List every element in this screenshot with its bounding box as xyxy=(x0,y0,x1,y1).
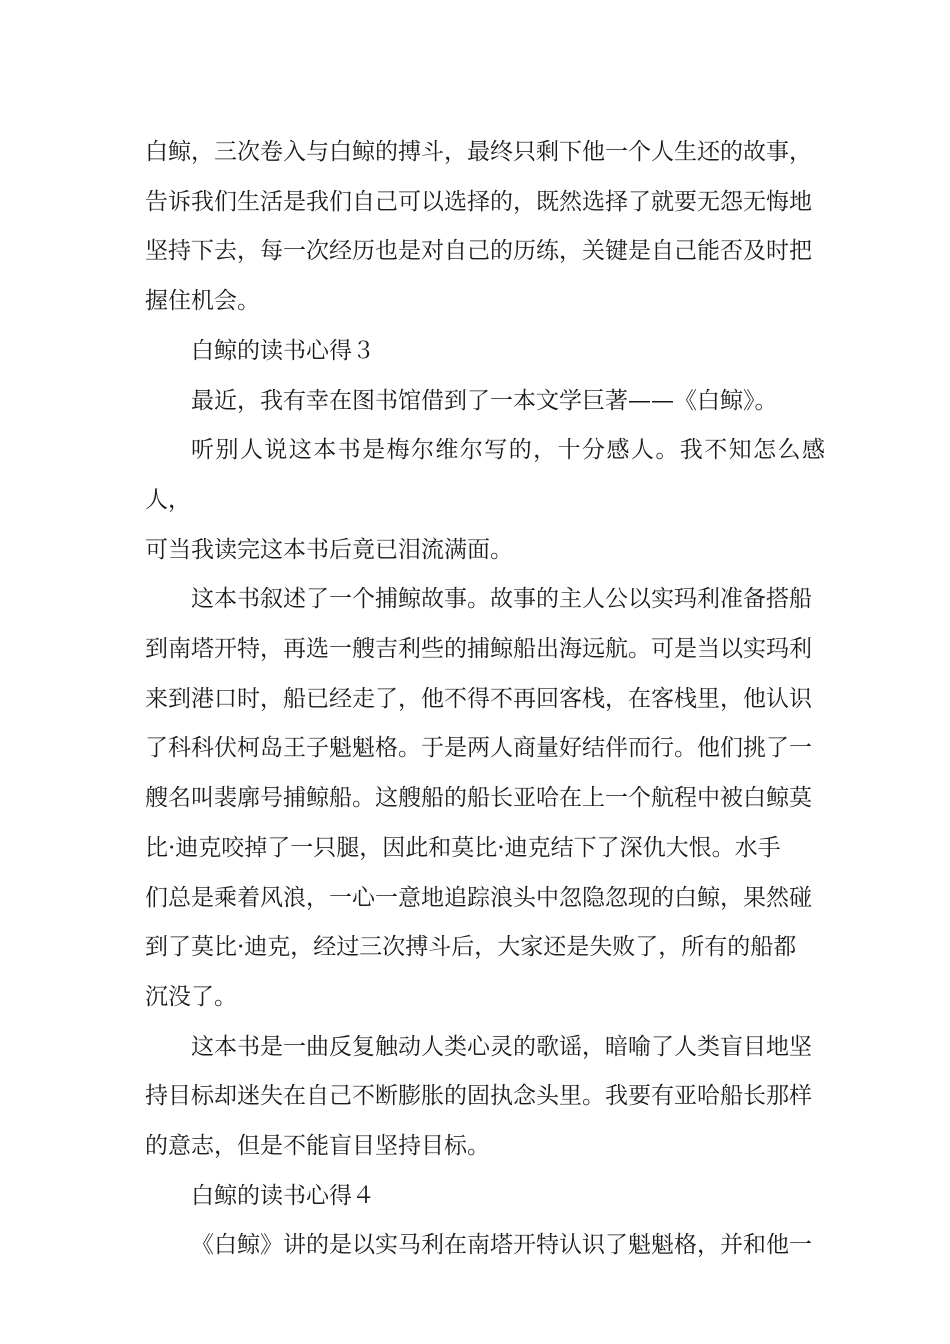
paragraph-4 xyxy=(145,575,825,1022)
text-line: 《白鲸》讲的是以实马利在南塔开特认识了魁魁格，并和他一 xyxy=(191,1232,812,1259)
text-line: 白鲸，三次卷入与白鲸的搏斗，最终只剩下他一个人生还的故事， xyxy=(145,139,812,165)
text-line: 的意志，但是不能盲目坚持目标。 xyxy=(145,1133,490,1160)
text-line: 到南塔开特，再选一艘吉利些的捕鲸船出海远航。可是当以实玛利 xyxy=(145,636,812,663)
text-line: 听别人说这本书是梅尔维尔写的，十分感人。我不知怎么感人， xyxy=(145,437,825,513)
section-heading-4 xyxy=(145,1172,825,1222)
text-line: 沉没了。 xyxy=(145,983,237,1010)
text-line: 握住机会。 xyxy=(145,288,260,315)
paragraph-2 xyxy=(145,377,825,427)
text-line: 这本书是一曲反复触动人类心灵的歌谣，暗喻了人类盲目地坚 xyxy=(191,1033,812,1060)
text-line: 持目标却迷失在自己不断膨胀的固执念头里。我要有亚哈船长那样 xyxy=(145,1083,812,1110)
text-line: 了科科伏柯岛王子魁魁格。于是两人商量好结伴而行。他们挑了一 xyxy=(145,735,812,762)
text-line: 最近，我有幸在图书馆借到了一本文学巨著——《白鲸》。 xyxy=(191,387,778,414)
text-line: 来到港口时，船已经走了，他不得不再回客栈，在客栈里，他认识 xyxy=(145,685,812,712)
paragraph-5 xyxy=(145,1023,825,1172)
heading-text: 白鲸的读书心得３ xyxy=(191,337,375,364)
text-line: 比·迪克咬掉了一只腿，因此和莫比·迪克结下了深仇大恨。水手 xyxy=(145,834,781,861)
heading-text: 白鲸的读书心得４ xyxy=(191,1182,375,1209)
text-line: 告诉我们生活是我们自己可以选择的，既然选择了就要无怨无悔地 xyxy=(145,188,812,215)
paragraph-1 xyxy=(145,128,825,327)
paragraph-6 xyxy=(145,1221,825,1271)
text-line: 这本书叙述了一个捕鲸故事。故事的主人公以实玛利准备搭船 xyxy=(191,586,812,613)
text-line: 到了莫比·迪克，经过三次搏斗后，大家还是失败了，所有的船都 xyxy=(145,934,797,961)
paragraph-3 xyxy=(145,426,825,575)
body-text xyxy=(145,128,825,1271)
section-heading-3 xyxy=(145,327,825,377)
text-line: 可当我读完这本书后竟已泪流满面。 xyxy=(145,536,513,563)
text-line: 坚持下去，每一次经历也是对自己的历练，关键是自己能否及时把 xyxy=(145,238,812,265)
text-line: 们总是乘着风浪，一心一意地追踪浪头中忽隐忽现的白鲸，果然碰 xyxy=(145,884,812,911)
text-line: 艘名叫裴廓号捕鲸船。这艘船的船长亚哈在上一个航程中被白鲸莫 xyxy=(145,785,812,812)
